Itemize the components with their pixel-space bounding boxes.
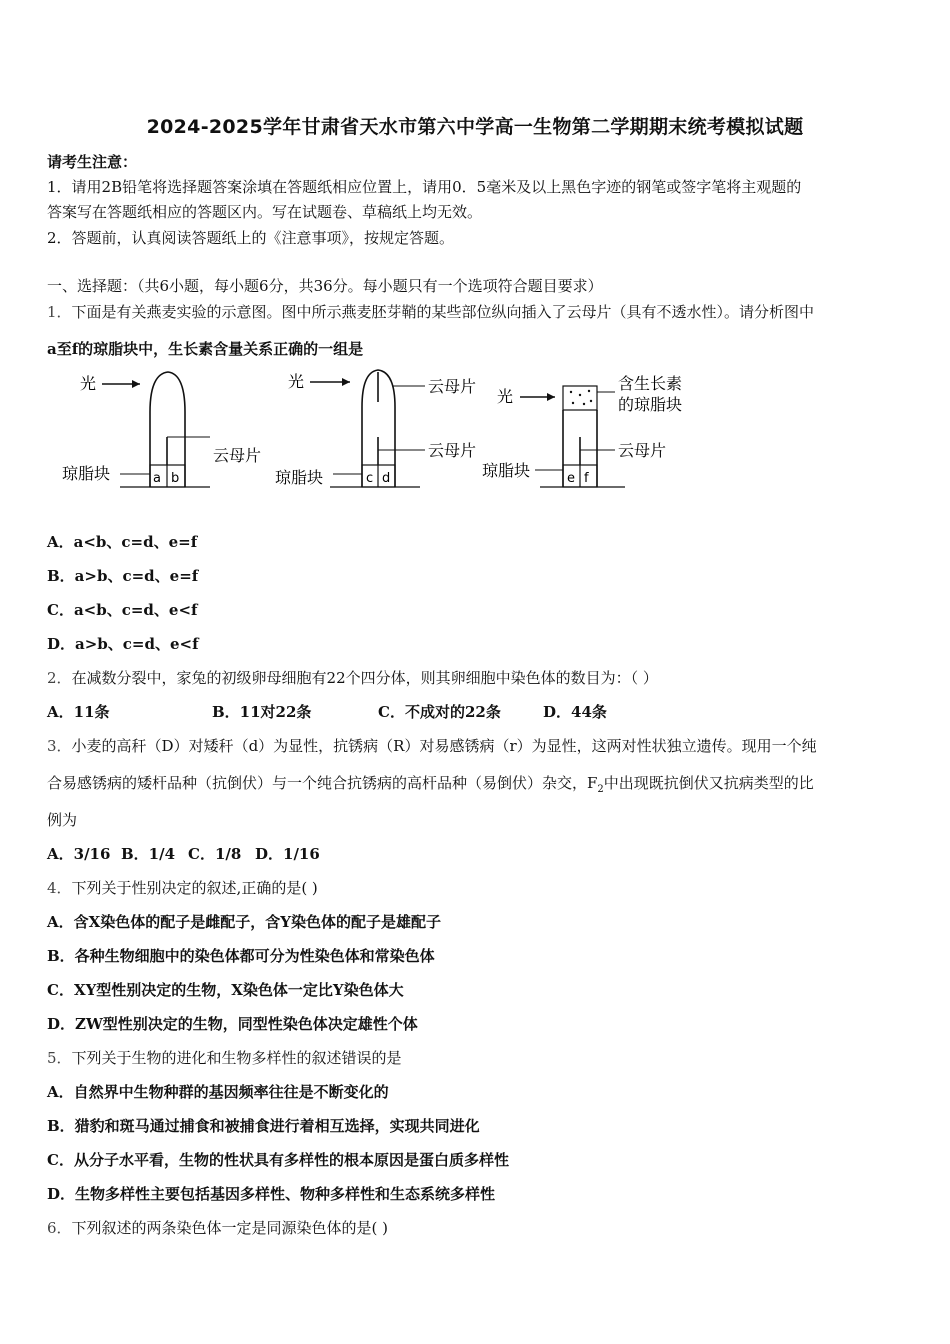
q3-stem-line2a: 合易感锈病的矮杆品种（抗倒伏）与一个纯合抗锈病的高杆品种（易倒伏）杂交，F [47, 774, 598, 792]
q2-option-d: D．44条 [543, 703, 607, 721]
q6-number: 6． [47, 1219, 72, 1237]
agar-f: f [584, 471, 589, 486]
agar-b: b [171, 471, 180, 486]
agar-label-3: 琼脂块 [482, 461, 531, 480]
figure-1 [62, 372, 261, 487]
q1-option-d: D．a>b、c=d、e<f [47, 635, 199, 653]
q4-option-c: C．XY型性别决定的生物，X染色体一定比Y染色体大 [47, 981, 404, 999]
agar-c: c [366, 471, 374, 486]
q4-option-b: B．各种生物细胞中的染色体都可分为性染色体和常染色体 [47, 947, 435, 965]
agar-label-2: 琼脂块 [275, 468, 324, 487]
q4-number: 4． [47, 879, 72, 897]
page-title: 2024-2025学年甘肃省天水市第六中学高一生物第二学期期末统考模拟试题 [146, 116, 804, 138]
q5-stem-text: 下列关于生物的进化和生物多样性的叙述错误的是 [71, 1049, 402, 1067]
q3-subscript: 2 [597, 784, 604, 795]
q5-option-b: B．猎豹和斑马通过捕食和被捕食进行着相互选择，实现共同进化 [47, 1117, 480, 1135]
light-label-2: 光 [288, 372, 305, 391]
agar-a: a [153, 471, 161, 486]
q2-number: 2． [47, 669, 72, 687]
q3-stem-line2 [47, 773, 814, 800]
agar-d: d [382, 471, 391, 486]
q1-option-c: C．a<b、c=d、e<f [47, 601, 198, 619]
agar-e: e [567, 471, 575, 486]
q3-stem-text: 小麦的高秆（D）对矮秆（d）为显性，抗锈病（R）对易感锈病（r）为显性，这两对性状独立遗传。现用一个纯 [71, 737, 817, 755]
agar-label-1: 琼脂块 [62, 464, 111, 483]
figure-3 [482, 374, 682, 487]
mica-label-1: 云母片 [213, 446, 262, 465]
q1-figure [0, 362, 700, 502]
mica-label-2b: 云母片 [428, 441, 477, 460]
q2-option-b: B．11对22条 [212, 703, 312, 721]
q5-number: 5． [47, 1049, 72, 1067]
light-label-1: 光 [80, 374, 97, 393]
q3-option-a: A．3/16 [47, 845, 111, 863]
q3-options [47, 844, 320, 864]
notice-line-1: 1．请用2B铅笔将选择题答案涂填在答题纸相应位置上，请用0．5毫米及以上黑色字迹的钢笔或签字笔将主观题的 [47, 178, 802, 196]
q5-option-a: A．自然界中生物种群的基因频率往往是不断变化的 [47, 1083, 389, 1101]
q4-option-a: A．含X染色体的配子是雌配子，含Y染色体的配子是雄配子 [47, 913, 441, 931]
q4-stem [47, 878, 318, 898]
q5-option-c: C．从分子水平看，生物的性状具有多样性的根本原因是蛋白质多样性 [47, 1151, 509, 1169]
section-heading: 一、选择题：（共6小题，每小题6分，共36分。每小题只有一个选项符合题目要求） [47, 277, 603, 295]
q2-option-c: C．不成对的22条 [378, 703, 501, 721]
figure-2 [275, 370, 476, 487]
q5-stem [47, 1048, 402, 1068]
q1-number: 1． [47, 303, 72, 321]
q2-option-a: A．11条 [47, 703, 110, 721]
mica-label-2a: 云母片 [428, 377, 477, 396]
q2-options [47, 702, 607, 722]
q3-stem-line1 [47, 736, 817, 756]
q2-stem [47, 668, 658, 688]
q1-option-a: A．a<b、c=d、e=f [47, 533, 198, 551]
q3-option-d: D．1/16 [255, 845, 320, 863]
notice-line-2: 2．答题前，认真阅读答题纸上的《注意事项》，按规定答题。 [47, 229, 455, 247]
light-label-3: 光 [497, 387, 514, 406]
auxin-agar-label-1: 含生长素 [618, 374, 683, 393]
q4-stem-text: 下列关于性别决定的叙述,正确的是( ) [71, 879, 318, 897]
q5-option-d: D．生物多样性主要包括基因多样性、物种多样性和生态系统多样性 [47, 1185, 496, 1203]
q3-option-c: C．1/8 [188, 845, 242, 863]
auxin-agar-label-2: 的琼脂块 [618, 395, 683, 414]
q6-stem-text: 下列叙述的两条染色体一定是同源染色体的是( ) [71, 1219, 389, 1237]
q1-stem-text: 下面是有关燕麦实验的示意图。图中所示燕麦胚芽鞘的某些部位纵向插入了云母片（具有不透水性）。请分析图中 [71, 303, 815, 321]
q2-stem-text: 在减数分裂中，家兔的初级卵母细胞有22个四分体，则其卵细胞中染色体的数目为：（ ） [71, 669, 658, 687]
mica-label-3: 云母片 [618, 441, 667, 460]
q6-stem [47, 1218, 388, 1238]
q3-number: 3． [47, 737, 72, 755]
q3-stem-line2b: 中出现既抗倒伏又抗病类型的比 [603, 774, 814, 792]
q1-stem-line1 [47, 302, 814, 322]
q3-stem-line3: 例为 [47, 811, 78, 829]
notice-heading: 请考生注意： [47, 153, 138, 171]
q1-stem-line2: a至f的琼脂块中，生长素含量关系正确的一组是 [47, 340, 364, 358]
q1-option-b: B．a>b、c=d、e=f [47, 567, 199, 585]
q3-option-b: B．1/4 [121, 845, 176, 863]
q4-option-d: D．ZW型性别决定的生物，同型性染色体决定雄性个体 [47, 1015, 418, 1033]
notice-line-1b: 答案写在答题纸相应的答题区内。写在试题卷、草稿纸上均无效。 [47, 203, 483, 221]
